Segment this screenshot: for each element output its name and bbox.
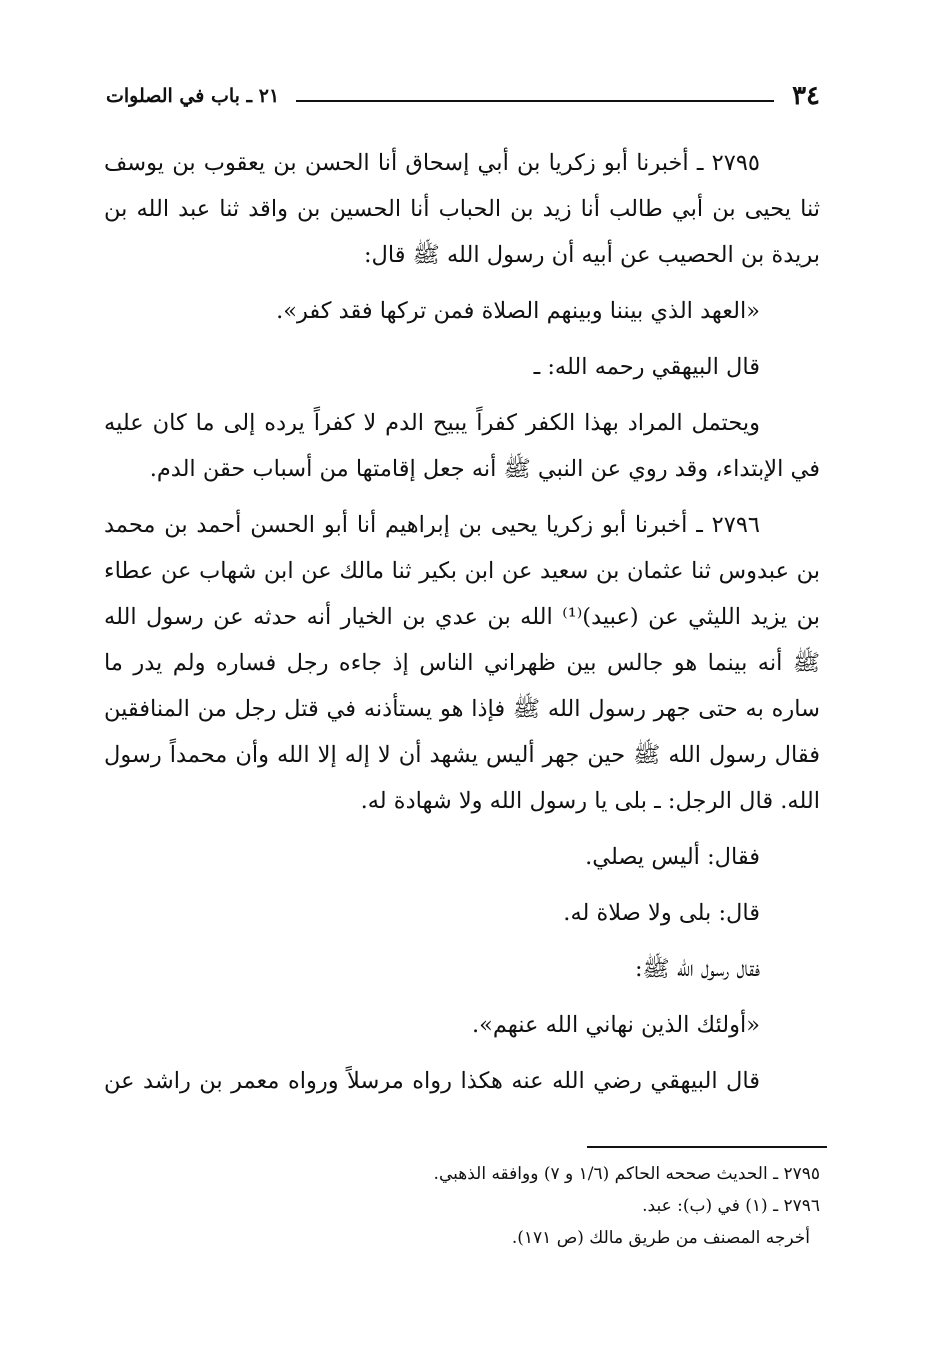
hadith-2796-matn: «أولئك الذين نهاني الله عنهم». (471, 1012, 760, 1038)
page-number: ٣٤ (792, 81, 820, 111)
footnotes (300, 1158, 820, 1254)
dialogue-line-3: فقال رسول الله ﷺ: (634, 956, 760, 982)
hadith-2796: ٢٧٩٦ ـ أخبرنا أبو زكريا يحيى بن إبراهيم أنا أبو الحسن أحمد بن محمد بن عبدوس ثنا عثمان بن سعيد عن ابن بكير ثنا مالك عن ابن شهاب عن عطاء بن يزيد الليثي عن (عبيد)⁽¹⁾ الله بن عدي بن الخيار أنه حدثه عن رسول الله ﷺ أنه بينما هو جالس بين ظهراني الناس إذ جاءه رجل فساره ولم يدر ما ساره به حتى جهر رسول الله ﷺ فإذا هو يستأذنه في قتل رجل من المنافقين فقال رسول الله ﷺ حين جهر أليس يشهد أن لا إله إلا الله وأن محمداً رسول الله. قال الرجل: ـ بلى يا رسول الله ولا شهادة له. (104, 512, 820, 814)
dialogue-line-2: قال: بلى ولا صلاة له. (563, 900, 760, 926)
dialogue-line-1: فقال: أليس يصلي. (585, 844, 760, 870)
page-header (106, 78, 820, 114)
hadith-2795: ٢٧٩٥ ـ أخبرنا أبو زكريا بن أبي إسحاق أنا الحسن بن يعقوب بن يوسف ثنا يحيى بن أبي طالب أنا زيد بن الحباب أنا الحسين بن واقد ثنا عبد الله بن بريدة بن الحصيب عن أبيه أن رسول الله ﷺ قال: (104, 150, 820, 268)
footnote-2796: ٢٧٩٦ ـ (١) في (ب): عبد. (642, 1196, 820, 1216)
hadith-2795-matn: «العهد الذي بيننا وبينهم الصلاة فمن تركها فقد كفر». (276, 298, 760, 324)
main-text (104, 140, 820, 1100)
footnote-rule (587, 1146, 827, 1148)
bayhaqi-comment-label: قال البيهقي رحمه الله: ـ (533, 354, 760, 380)
header-rule (296, 100, 774, 102)
footnote-2796-source: أخرجه المصنف من طريق مالك (ص ١٧١). (511, 1228, 810, 1248)
section-title: ٢١ ـ باب في الصلوات (106, 85, 280, 107)
bayhaqi-remark: قال البيهقي رضي الله عنه هكذا رواه مرسلاً ورواه معمر بن راشد عن (104, 1068, 760, 1094)
bayhaqi-comment: ويحتمل المراد بهذا الكفر كفراً يبيح الدم لا كفراً يرده إلى ما كان عليه في الإبتداء، وقد روي عن النبي ﷺ أنه جعل إقامتها من أسباب حقن الدم. (104, 410, 820, 482)
footnote-2795: ٢٧٩٥ ـ الحديث صححه الحاكم (١/٦ و ٧) ووافقه الذهبي. (433, 1164, 820, 1184)
